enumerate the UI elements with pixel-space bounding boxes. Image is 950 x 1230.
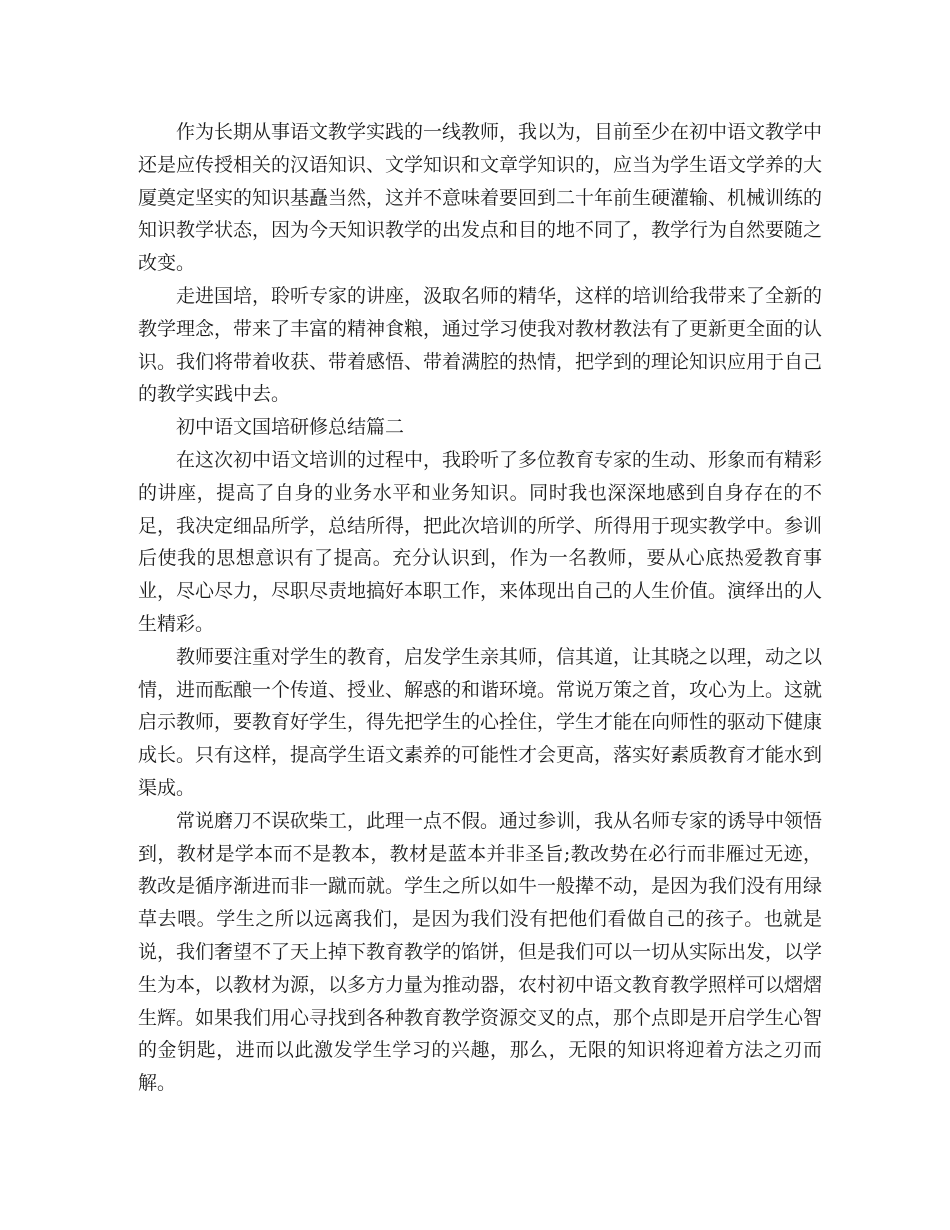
document-body	[138, 116, 822, 1100]
paragraph-1: 作为长期从事语文教学实践的一线教师，我以为，目前至少在初中语文教学中还是应传授相关的汉语知识、文学知识和文章学知识的，应当为学生语文学养的大厦奠定坚实的知识基矗当然，这并不意味着要回到二十年前生硬灌输、机械训练的知识教学状态，因为今天知识教学的出发点和目的地不同了，教学行为自然要随之改变。	[138, 121, 823, 275]
paragraph-4: 教师要注重对学生的教育，启发学生亲其师，信其道，让其晓之以理，动之以情，进而酝酿一个传道、授业、解惑的和谐环境。常说万策之首，攻心为上。这就启示教师，要教育好学生，得先把学生的心拴住，学生才能在向师性的驱动下健康成长。只有这样，提高学生语文素养的可能性才会更高，落实好素质教育才能水到渠成。	[138, 645, 823, 799]
paragraph-3: 在这次初中语文培训的过程中，我聆听了多位教育专家的生动、形象而有精彩的讲座，提高了自身的业务水平和业务知识。同时我也深深地感到自身存在的不足，我决定细品所学，总结所得，把此次培训的所学、所得用于现实教学中。参训后使我的思想意识有了提高。充分认识到，作为一名教师，要从心底热爱教育事业，尽心尽力，尽职尽责地搞好本职工作，来体现出自己的人生价值。演绎出的人生精彩。	[138, 448, 823, 635]
paragraph-2: 走进国培，聆听专家的讲座，汲取名师的精华，这样的培训给我带来了全新的教学理念，带来了丰富的精神食粮，通过学习使我对教材教法有了更新更全面的认识。我们将带着收获、带着感悟、带着满腔的热情，把学到的理论知识应用于自己的教学实践中去。	[138, 284, 823, 406]
section-heading: 初中语文国培研修总结篇二	[176, 416, 405, 439]
paragraph-5: 常说磨刀不误砍柴工，此理一点不假。通过参训，我从名师专家的诱导中领悟到，教材是学本而不是教本，教材是蓝本并非圣旨;教改势在必行而非雁过无迹，教改是循序渐进而非一蹴而就。学生之所以如牛一般撵不动，是因为我们没有用绿草去喂。学生之所以远离我们，是因为我们没有把他们看做自己的孩子。也就是说，我们奢望不了天上掉下教育教学的馅饼，但是我们可以一切从实际出发，以学生为本，以教材为源，以多方力量为推动器，农村初中语文教育教学照样可以熠熠生辉。如果我们用心寻找到各种教育教学资源交叉的点，那个点即是开启学生心智的金钥匙，进而以此激发学生学习的兴趣，那么，无限的知识将迎着方法之刃而解。	[138, 809, 823, 1095]
